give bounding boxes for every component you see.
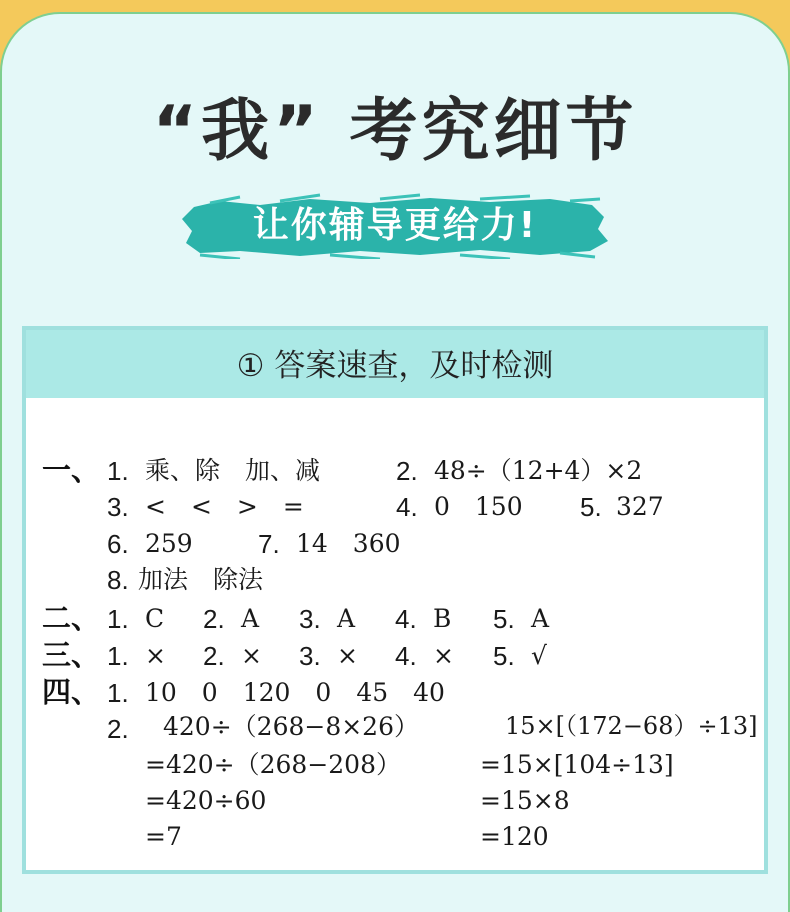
calc-left-line: =7 — [145, 822, 182, 851]
item-number: 1. — [107, 678, 129, 708]
answer-text: × — [241, 641, 262, 670]
item-number: 6. — [107, 529, 129, 559]
item-number: 1. — [107, 641, 129, 671]
calc-left-line: 420÷（268−8×26） — [163, 712, 419, 741]
answer-text: A — [337, 604, 356, 633]
item-number: 3. — [299, 641, 321, 671]
item-number: 4. — [395, 604, 417, 634]
item-number: 3. — [107, 492, 129, 522]
item-number: 7. — [258, 529, 280, 559]
answer-text: × — [337, 641, 358, 670]
section-label-3: 三、 — [42, 638, 101, 672]
answer-panel — [22, 326, 768, 874]
item-number: 2. — [396, 456, 418, 486]
answer-text: √ — [531, 641, 547, 670]
item-number: 3. — [299, 604, 321, 634]
answer-text: 0 150 — [434, 492, 523, 521]
item-number: 8. — [107, 565, 129, 595]
calc-left-line: =420÷（268−208） — [145, 750, 401, 779]
answer-text: 14 360 — [296, 529, 401, 558]
item-number: 2. — [107, 714, 129, 744]
section-label-2: 二、 — [42, 601, 101, 635]
calc-right-line: =120 — [480, 822, 549, 851]
item-number: 1. — [107, 604, 129, 634]
item-number: 1. — [107, 456, 129, 486]
subtitle-text: 让你辅导更给力! — [252, 205, 538, 246]
answer-text: 48÷（12+4）×2 — [434, 456, 643, 485]
calc-right-line: =15×[104÷13] — [480, 750, 674, 779]
answer-text: B — [433, 604, 452, 633]
answer-text: A — [531, 604, 550, 633]
page-title: “我” 考究细节 — [152, 92, 638, 171]
item-number: 5. — [580, 492, 602, 522]
answer-text: 10 0 120 0 45 40 — [145, 678, 445, 707]
answer-text: 327 — [616, 492, 664, 521]
answer-text: 乘、除 加、减 — [145, 456, 321, 485]
section-label-4: 四、 — [42, 675, 101, 709]
item-number: 5. — [493, 604, 515, 634]
calc-right-line: =15×8 — [480, 786, 570, 815]
calc-right-line: 15×[（172−68）÷13] — [505, 712, 758, 740]
answer-text: × — [145, 641, 166, 670]
item-number: 4. — [396, 492, 418, 522]
answer-text: × — [433, 641, 454, 670]
subtitle-banner — [180, 193, 610, 259]
answer-text: 259 — [145, 529, 193, 558]
answer-text: < < > = — [145, 492, 304, 521]
item-number: 5. — [493, 641, 515, 671]
answer-text: C — [145, 604, 165, 633]
answer-text: A — [241, 604, 260, 633]
item-number: 2. — [203, 604, 225, 634]
item-number: 2. — [203, 641, 225, 671]
item-number: 4. — [395, 641, 417, 671]
section-header: ① 答案速查，及时检测 — [26, 330, 764, 398]
section-label-1: 一、 — [42, 453, 101, 487]
calc-left-line: =420÷60 — [145, 786, 267, 815]
answer-text: 加法 除法 — [138, 565, 264, 594]
